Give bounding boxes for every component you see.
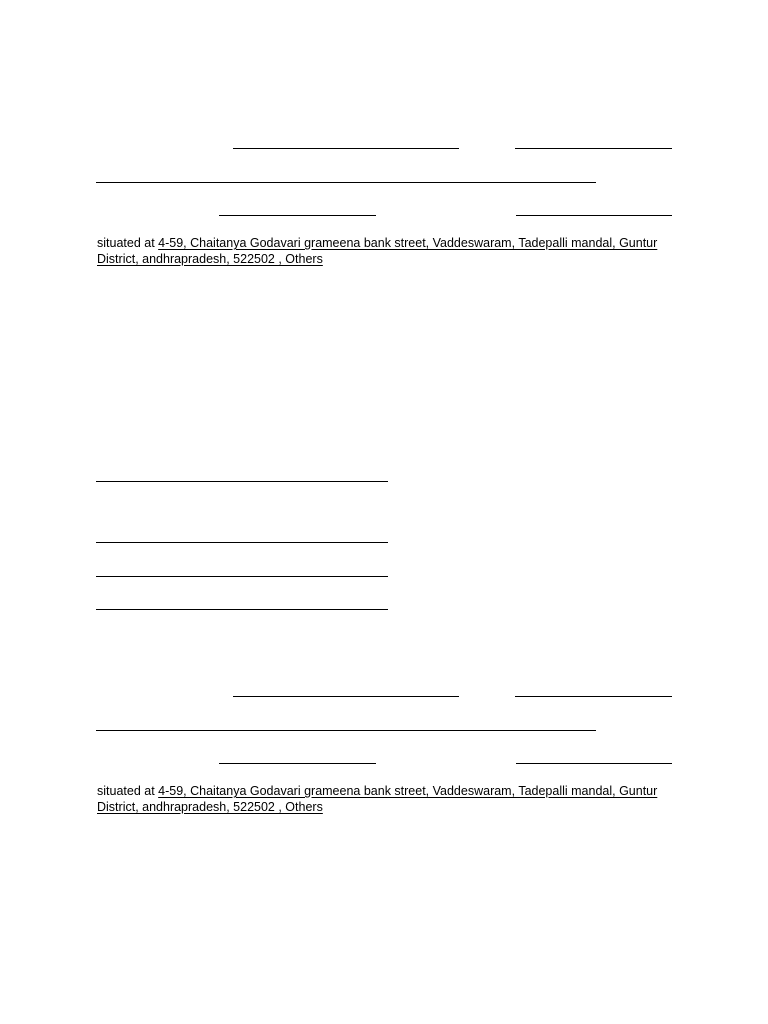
situated-at-label: situated at <box>97 236 159 250</box>
signature-line-2 <box>96 542 388 543</box>
signature-line-3 <box>96 576 388 577</box>
address-line-1: 4-59, Chaitanya Godavari grameena bank street, Vaddeswaram, Tadepalli mandal, Guntur <box>158 784 658 798</box>
blank-line-1-b <box>515 148 672 149</box>
blank-line-1-c <box>96 182 596 183</box>
address-block-1 <box>97 235 677 267</box>
blank-line-1-a <box>233 148 459 149</box>
address-line-2: District, andhrapradesh, 522502 , Others <box>97 800 323 814</box>
address-line-1: 4-59, Chaitanya Godavari grameena bank street, Vaddeswaram, Tadepalli mandal, Guntur <box>158 236 658 250</box>
situated-at-label: situated at <box>97 784 159 798</box>
address-block-2 <box>97 783 677 815</box>
blank-line-2-a <box>233 696 459 697</box>
signature-line-4 <box>96 609 388 610</box>
blank-line-2-d <box>219 763 376 764</box>
blank-line-2-e <box>516 763 672 764</box>
signature-line-1 <box>96 481 388 482</box>
blank-line-2-c <box>96 730 596 731</box>
address-line-2: District, andhrapradesh, 522502 , Others <box>97 252 323 266</box>
blank-line-2-b <box>515 696 672 697</box>
blank-line-1-d <box>219 215 376 216</box>
blank-line-1-e <box>516 215 672 216</box>
